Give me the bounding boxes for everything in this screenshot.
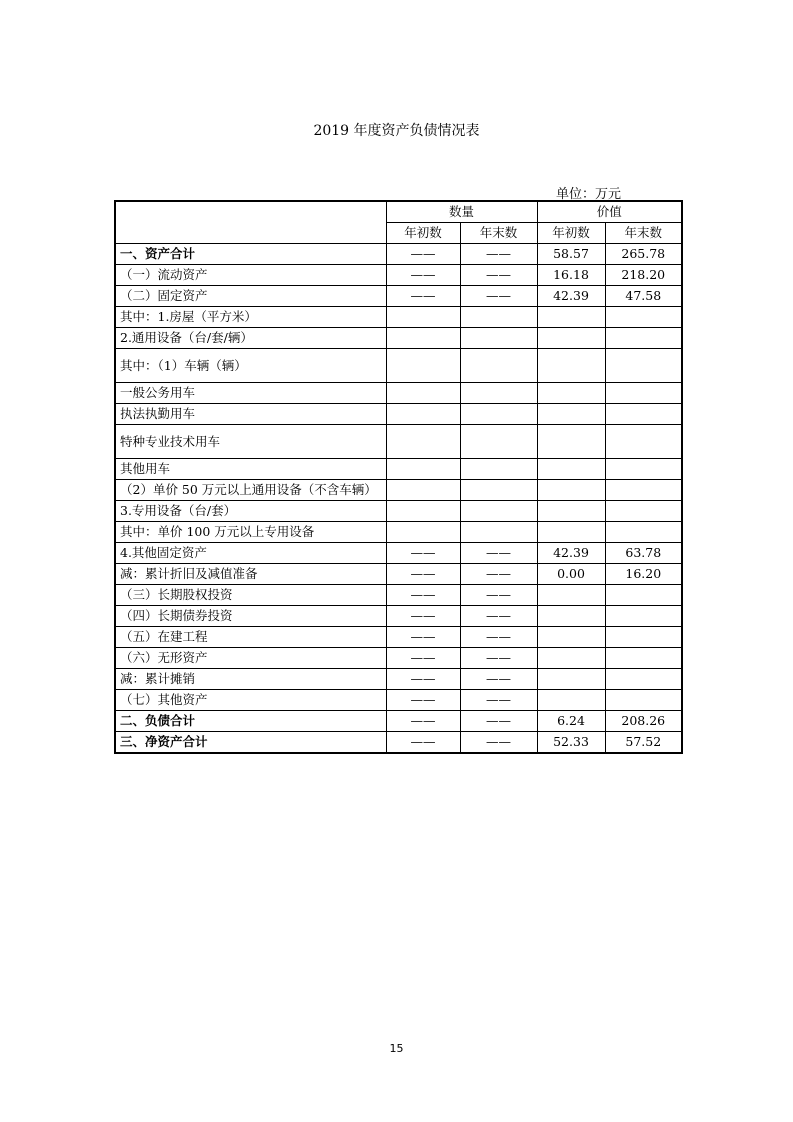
quantity-end-cell: —— [460, 286, 537, 307]
quantity-end-cell [460, 328, 537, 349]
quantity-start-cell: —— [386, 585, 460, 606]
table-row [115, 459, 682, 480]
row-label: 4.其他固定资产 [115, 543, 386, 564]
page-title: 2019 年度资产负债情况表 [313, 123, 480, 139]
row-label: （一）流动资产 [115, 265, 386, 286]
value-end-cell: 63.78 [605, 543, 682, 564]
value-end-cell [605, 349, 682, 383]
value-start-cell [537, 480, 605, 501]
quantity-start-cell: —— [386, 648, 460, 669]
row-label: 2.通用设备（台/套/辆） [115, 328, 386, 349]
row-label: 其中：（1）车辆（辆） [115, 349, 386, 383]
table-row [115, 501, 682, 522]
table-row [115, 265, 682, 286]
quantity-end-cell: —— [460, 585, 537, 606]
value-start-cell: 16.18 [537, 265, 605, 286]
quantity-end-cell: —— [460, 648, 537, 669]
quantity-start-cell: —— [386, 606, 460, 627]
value-end-cell [605, 328, 682, 349]
row-label: （四）长期债券投资 [115, 606, 386, 627]
quantity-start-cell [386, 425, 460, 459]
row-label: （二）固定资产 [115, 286, 386, 307]
header-value-end: 年末数 [605, 223, 682, 244]
quantity-start-cell: —— [386, 627, 460, 648]
row-label: 其他用车 [115, 459, 386, 480]
value-start-cell [537, 690, 605, 711]
table-row [115, 244, 682, 265]
value-end-cell [605, 459, 682, 480]
value-start-cell: 42.39 [537, 286, 605, 307]
quantity-start-cell: —— [386, 543, 460, 564]
quantity-end-cell: —— [460, 711, 537, 732]
value-end-cell: 47.58 [605, 286, 682, 307]
value-start-cell: 58.57 [537, 244, 605, 265]
quantity-end-cell [460, 307, 537, 328]
quantity-start-cell [386, 501, 460, 522]
header-quantity-end: 年末数 [460, 223, 537, 244]
value-start-cell [537, 522, 605, 543]
row-label: 3.专用设备（台/套） [115, 501, 386, 522]
unit-label: 单位：万元 [556, 187, 622, 202]
quantity-start-cell [386, 404, 460, 425]
value-start-cell: 0.00 [537, 564, 605, 585]
table-row [115, 564, 682, 585]
table-row [115, 711, 682, 732]
table-row [115, 627, 682, 648]
value-end-cell [605, 606, 682, 627]
quantity-end-cell: —— [460, 244, 537, 265]
value-end-cell: 265.78 [605, 244, 682, 265]
value-end-cell [605, 404, 682, 425]
value-start-cell [537, 349, 605, 383]
quantity-start-cell: —— [386, 711, 460, 732]
balance-sheet-table [114, 200, 683, 754]
quantity-start-cell [386, 328, 460, 349]
value-start-cell: 52.33 [537, 732, 605, 754]
quantity-start-cell [386, 522, 460, 543]
table-row [115, 480, 682, 501]
quantity-end-cell: —— [460, 543, 537, 564]
quantity-start-cell: —— [386, 244, 460, 265]
table-row [115, 349, 682, 383]
quantity-start-cell [386, 307, 460, 328]
value-end-cell [605, 585, 682, 606]
quantity-start-cell: —— [386, 286, 460, 307]
row-label: （2）单价 50 万元以上通用设备（不含车辆） [115, 480, 386, 501]
table-row [115, 648, 682, 669]
row-label: 减：累计摊销 [115, 669, 386, 690]
quantity-start-cell: —— [386, 564, 460, 585]
quantity-end-cell [460, 459, 537, 480]
quantity-end-cell [460, 349, 537, 383]
value-start-cell [537, 425, 605, 459]
value-end-cell [605, 690, 682, 711]
value-end-cell: 218.20 [605, 265, 682, 286]
table-row [115, 669, 682, 690]
value-start-cell [537, 501, 605, 522]
header-row-1 [115, 201, 682, 223]
header-blank-cell [115, 201, 386, 244]
page-number: 15 [389, 1042, 404, 1055]
value-end-cell [605, 480, 682, 501]
table-row [115, 286, 682, 307]
row-label: 一般公务用车 [115, 383, 386, 404]
value-end-cell [605, 522, 682, 543]
quantity-start-cell: —— [386, 732, 460, 754]
value-end-cell: 16.20 [605, 564, 682, 585]
value-end-cell [605, 501, 682, 522]
row-label: 二、负债合计 [115, 711, 386, 732]
row-label: （六）无形资产 [115, 648, 386, 669]
quantity-end-cell [460, 425, 537, 459]
value-start-cell [537, 459, 605, 480]
table-row [115, 383, 682, 404]
value-start-cell: 6.24 [537, 711, 605, 732]
quantity-start-cell: —— [386, 690, 460, 711]
value-start-cell [537, 328, 605, 349]
row-label: 特种专业技术用车 [115, 425, 386, 459]
row-label: 减：累计折旧及减值准备 [115, 564, 386, 585]
table-row [115, 425, 682, 459]
value-start-cell [537, 307, 605, 328]
row-label: （三）长期股权投资 [115, 585, 386, 606]
quantity-end-cell [460, 480, 537, 501]
value-end-cell [605, 669, 682, 690]
table-row [115, 328, 682, 349]
table-row [115, 690, 682, 711]
value-start-cell [537, 669, 605, 690]
quantity-end-cell: —— [460, 627, 537, 648]
table-row [115, 543, 682, 564]
value-start-cell [537, 404, 605, 425]
value-start-cell [537, 648, 605, 669]
header-value: 价值 [537, 201, 682, 223]
table-row [115, 404, 682, 425]
quantity-end-cell [460, 383, 537, 404]
row-label: 三、净资产合计 [115, 732, 386, 754]
value-end-cell: 208.26 [605, 711, 682, 732]
table-row [115, 522, 682, 543]
value-end-cell [605, 627, 682, 648]
row-label: 其中：1.房屋（平方米） [115, 307, 386, 328]
table-row [115, 606, 682, 627]
value-start-cell [537, 585, 605, 606]
quantity-start-cell [386, 480, 460, 501]
quantity-start-cell: —— [386, 265, 460, 286]
quantity-end-cell [460, 501, 537, 522]
table-row [115, 585, 682, 606]
header-quantity: 数量 [386, 201, 537, 223]
value-end-cell [605, 425, 682, 459]
value-start-cell [537, 627, 605, 648]
value-end-cell [605, 383, 682, 404]
value-end-cell [605, 307, 682, 328]
row-label: （五）在建工程 [115, 627, 386, 648]
header-quantity-start: 年初数 [386, 223, 460, 244]
row-label: 执法执勤用车 [115, 404, 386, 425]
quantity-start-cell [386, 349, 460, 383]
value-end-cell [605, 648, 682, 669]
row-label: 一、资产合计 [115, 244, 386, 265]
quantity-end-cell [460, 404, 537, 425]
value-start-cell [537, 606, 605, 627]
row-label: （七）其他资产 [115, 690, 386, 711]
row-label: 其中：单价 100 万元以上专用设备 [115, 522, 386, 543]
value-end-cell: 57.52 [605, 732, 682, 754]
quantity-end-cell: —— [460, 669, 537, 690]
quantity-end-cell: —— [460, 564, 537, 585]
quantity-start-cell [386, 383, 460, 404]
table-row [115, 732, 682, 754]
value-start-cell: 42.39 [537, 543, 605, 564]
quantity-start-cell: —— [386, 669, 460, 690]
quantity-start-cell [386, 459, 460, 480]
quantity-end-cell: —— [460, 732, 537, 754]
quantity-end-cell [460, 522, 537, 543]
quantity-end-cell: —— [460, 606, 537, 627]
header-value-start: 年初数 [537, 223, 605, 244]
quantity-end-cell: —— [460, 690, 537, 711]
quantity-end-cell: —— [460, 265, 537, 286]
value-start-cell [537, 383, 605, 404]
table-row [115, 307, 682, 328]
